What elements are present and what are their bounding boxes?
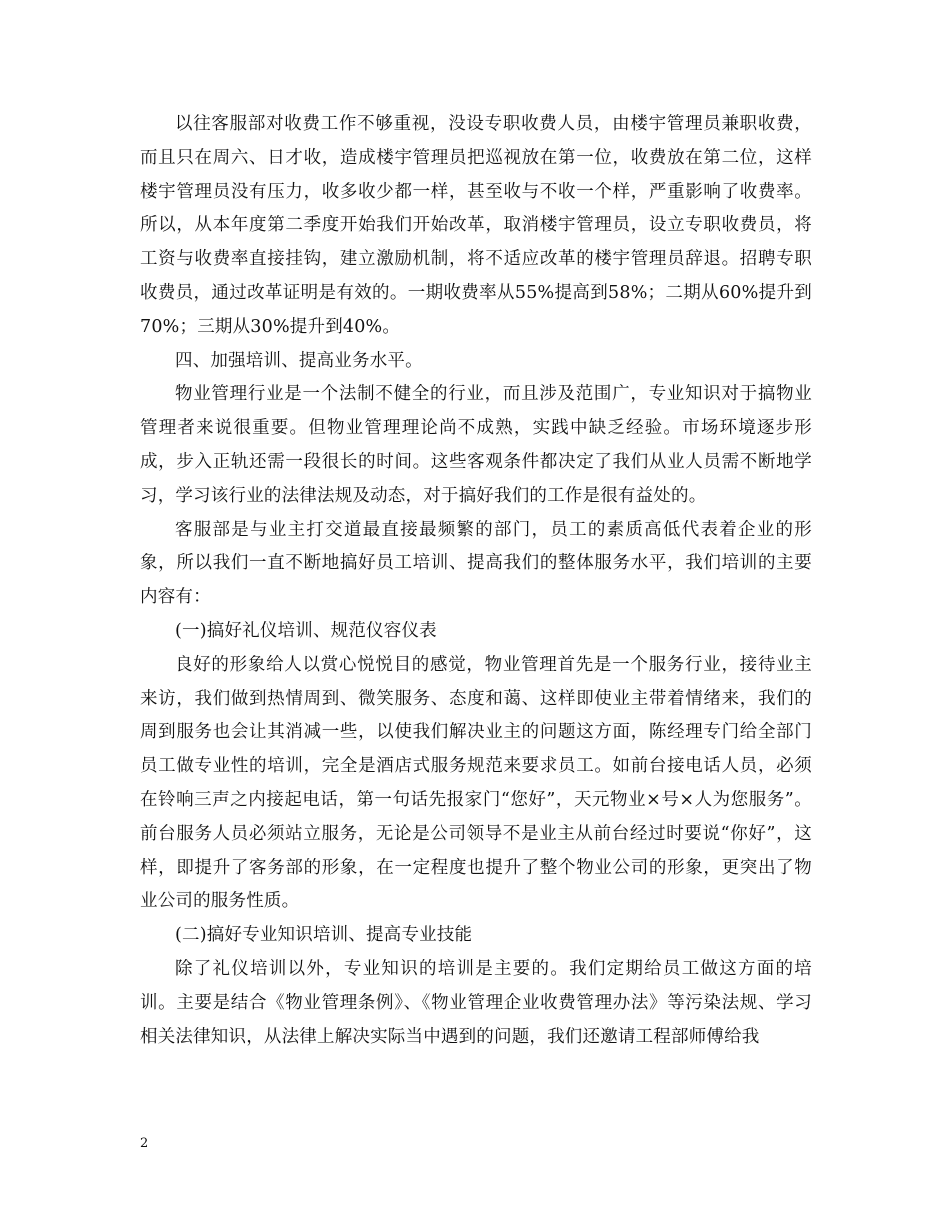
page-number: 2 xyxy=(140,1136,149,1151)
section-heading-training: 四、加强培训、提高业务水平。 xyxy=(175,350,423,371)
paragraph-training-intro: 客服部是与业主打交道最直接最频繁的部门，员工的素质高低代表着企业的形象，所以我们一直不断地搞好员工培训、提高我们的整体服务水平，我们培训的主要内容有： xyxy=(140,519,812,608)
subheading-etiquette-training: (一)搞好礼仪培训、规范仪容仪表 xyxy=(175,620,437,641)
paragraph-industry-learning: 物业管理行业是一个法制不健全的行业，而且涉及范围广，专业知识对于搞物业管理者来说很重要。但物业管理理论尚不成熟，实践中缺乏经验。市场环境逐步形成，步入正轨还需一段很长的时间。这些客观条件都决定了我们从业人员需不断地学习，学习该行业的法律法规及动态，对于搞好我们的工作是很有益处的。 xyxy=(140,384,812,506)
paragraph-fee-reform: 以往客服部对收费工作不够重视，没设专职收费人员，由楼宇管理员兼职收费，而且只在周六、日才收，造成楼宇管理员把巡视放在第一位，收费放在第二位，这样楼宇管理员没有压力，收多收少都一样，甚至收与不收一个样，严重影响了收费率。所以，从本年度第二季度开始我们开始改革，取消楼宇管理员，设立专职收费员，将工资与收费率直接挂钩，建立激励机制，将不适应改革的楼宇管理员辞退。招聘专职收费员，通过改革证明是有效的。一期收费率从55%提高到58%；二期从60%提升到70%；三期从30%提升到40%。 xyxy=(140,114,812,337)
paragraph-etiquette-details: 良好的形象给人以赏心悦悦目的感觉，物业管理首先是一个服务行业，接待业主来访，我们做到热情周到、微笑服务、态度和蔼、这样即使业主带着情绪来，我们的周到服务也会让其消减一些，以使我们解决业主的问题这方面，陈经理专门给全部门员工做专业性的培训，完全是酒店式服务规范来要求员工。如前台接电话人员，必须在铃响三声之内接起电话，第一句话先报家门“您好”，天元物业×号×人为您服务”。前台服务人员必须站立服务，无论是公司领导不是业主从前台经过时要说“你好”，这样，即提升了客务部的形象，在一定程度也提升了整个物业公司的形象，更突出了物业公司的服务性质。 xyxy=(140,654,812,912)
document-body xyxy=(140,108,812,1054)
paragraph-professional-details: 除了礼仪培训以外，专业知识的培训是主要的。我们定期给员工做这方面的培训。主要是结合《物业管理条例》、《物业管理企业收费管理办法》等污染法规、学习相关法律知识，从法律上解决实际当中遇到的问题，我们还邀请工程部师傅给我 xyxy=(140,958,812,1047)
subheading-professional-training: (二)搞好专业知识培训、提高专业技能 xyxy=(175,925,473,946)
